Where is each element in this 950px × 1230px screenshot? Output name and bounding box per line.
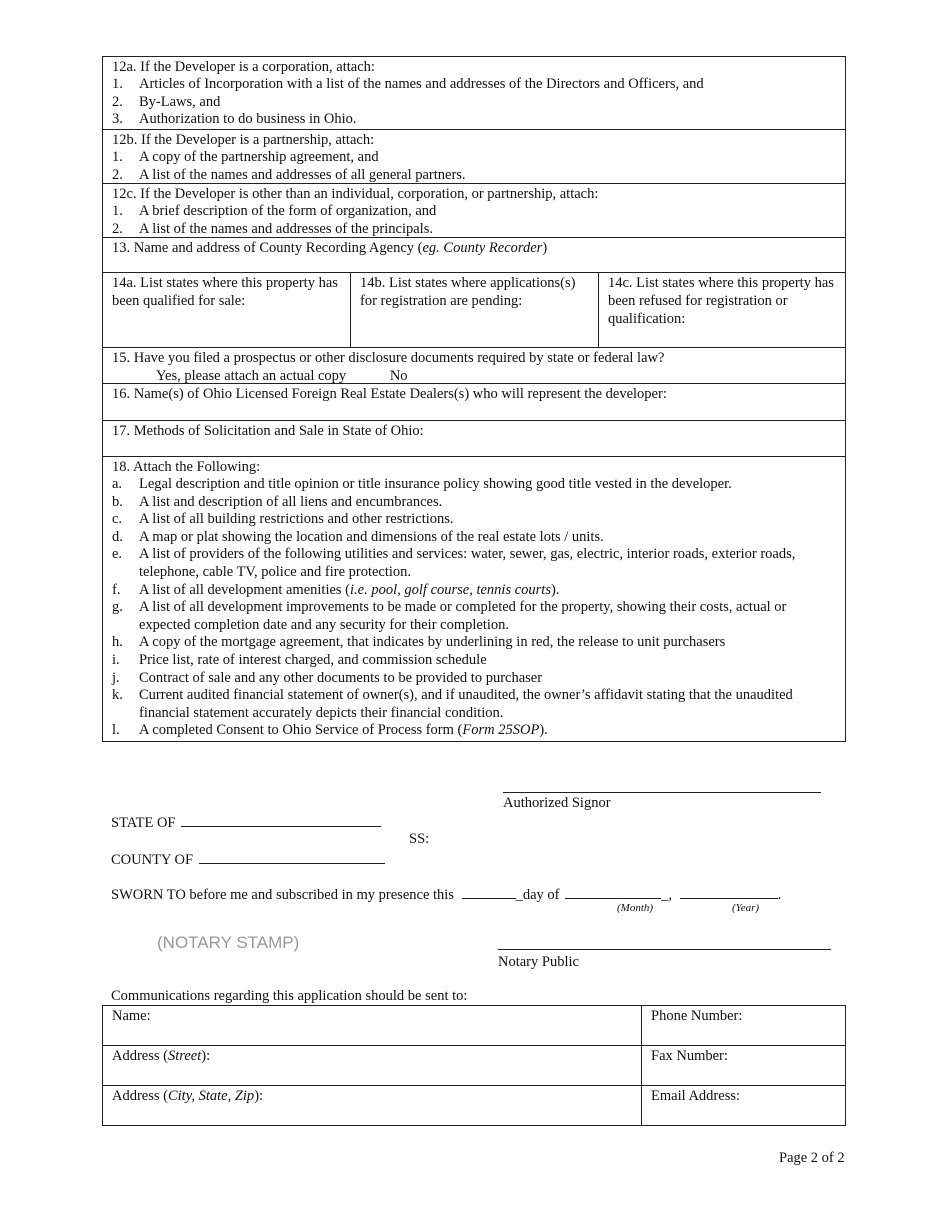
yes-option[interactable]: Yes, please attach an actual copy: [156, 368, 347, 384]
day-field[interactable]: [462, 884, 516, 899]
authorized-signor-label: Authorized Signor: [503, 795, 611, 811]
phone-field[interactable]: [642, 1006, 846, 1046]
notary-signature-line[interactable]: [498, 949, 831, 950]
month-field[interactable]: [565, 884, 661, 899]
list-item: 2. A list of the names and addresses of all general partners.: [112, 166, 466, 183]
list-item: b. A list and description of all liens and encumbrances.: [112, 493, 443, 510]
list-item: 2. By-Laws, and: [112, 93, 221, 110]
section-17-label: 17. Methods of Solicitation and Sale in State of Ohio:: [112, 423, 424, 439]
list-item: h. A copy of the mortgage agreement, that indicates by underlining in red, the release to unit purchasers: [112, 634, 726, 651]
form-sections-box: [102, 56, 846, 742]
section-12c-heading: 12c. If the Developer is other than an individual, corporation, or partnership, attach:: [112, 186, 599, 202]
list-item: c. A list of all building restrictions and other restrictions.: [112, 511, 454, 528]
month-caption: (Month): [617, 902, 654, 914]
section-13-example: eg. County Recorder: [422, 240, 543, 256]
list-item: j. Contract of sale and any other documents to be provided to purchaser: [112, 669, 543, 686]
section-14c: 14c. List states where this property has been refused for registration or qualification:: [608, 275, 834, 327]
contact-table: [102, 1005, 846, 1126]
list-item: 2. A list of the names and addresses of the principals.: [112, 220, 433, 237]
section-13: 13. Name and address of County Recording Agency (eg. County Recorder): [103, 238, 845, 273]
list-item: a. Legal description and title opinion or title insurance policy showing good title vested in the developer.: [112, 476, 732, 492]
county-of-field[interactable]: [199, 849, 385, 864]
section-12a: [103, 57, 845, 130]
notary-public-label: Notary Public: [498, 954, 579, 970]
name-label: Name:: [112, 1008, 151, 1024]
page-number: Page 2 of 2: [779, 1150, 845, 1166]
fax-field[interactable]: [642, 1046, 846, 1086]
list-item: 1. A copy of the partnership agreement, and: [112, 149, 379, 165]
table-row: [103, 1086, 846, 1126]
no-option[interactable]: No: [389, 368, 408, 384]
street-address-field[interactable]: Address (Street):: [103, 1046, 642, 1086]
ss-label: SS:: [409, 831, 430, 847]
list-item: e. A list of providers of the following utilities and services: water, sewer, gas, electric, interior roads, exterior roads, telephone, cable TV, police and fire protection.: [112, 546, 796, 580]
sworn-statement: SWORN TO before me and subscribed in my presence this: [111, 887, 454, 903]
list-item: d. A map or plat showing the location and dimensions of the real estate lots / units.: [112, 528, 604, 545]
section-16-label: 16. Name(s) of Ohio Licensed Foreign Real Estate Dealers(s) who will represent the developer:: [112, 386, 667, 402]
section-16: [103, 384, 845, 421]
section-13-label: 13. Name and address of County Recording Agency (: [112, 240, 423, 256]
section-14a: 14a. List states where this property has been qualified for sale:: [103, 273, 351, 347]
section-15-question: 15. Have you filed a prospectus or other disclosure documents required by state or federal law?: [112, 350, 665, 366]
list-item: g. A list of all development improvements to be made or completed for the property, showing their costs, actual or expected completion date and any security for their completion.: [112, 599, 787, 633]
email-field[interactable]: [642, 1086, 846, 1126]
phone-label: Phone Number:: [651, 1008, 743, 1024]
section-17: [103, 421, 845, 457]
notary-stamp-placeholder: (NOTARY STAMP): [157, 933, 300, 952]
city-state-zip-label: City, State, Zip: [167, 1088, 255, 1104]
day-of-label: _day of: [515, 887, 560, 903]
year-caption: (Year): [732, 902, 760, 914]
section-18-heading: 18. Attach the Following:: [112, 459, 261, 475]
state-of-label: STATE OF: [111, 815, 176, 831]
email-label: Email Address:: [651, 1088, 741, 1104]
list-item: 1. A brief description of the form of organization, and: [112, 203, 437, 219]
section-12c: [103, 184, 845, 238]
list-item: f. A list of all development amenities (i.e. pool, golf course, tennis courts).: [112, 581, 560, 598]
table-row: [103, 1006, 846, 1046]
authorized-signor-line[interactable]: [503, 792, 821, 793]
section-14b: 14b. List states where applications(s) for registration are pending:: [351, 273, 599, 347]
table-row: [103, 1046, 846, 1086]
city-address-field[interactable]: Address (City, State, Zip):: [103, 1086, 642, 1126]
list-item: l. A completed Consent to Ohio Service of Process form (Form 25SOP).: [112, 722, 548, 739]
section-12b-heading: 12b. If the Developer is a partnership, attach:: [112, 132, 375, 148]
name-field[interactable]: [103, 1006, 642, 1046]
section-18: [103, 457, 845, 741]
county-of-label: COUNTY OF: [111, 852, 194, 868]
street-label: Street: [167, 1048, 202, 1064]
section-12b: [103, 130, 845, 184]
list-item: 3. Authorization to do business in Ohio.: [112, 111, 357, 128]
state-of-field[interactable]: [181, 812, 381, 827]
list-item: 1. Articles of Incorporation with a list of the names and addresses of the Directors and Officers, and: [112, 76, 704, 92]
list-item: i. Price list, rate of interest charged, and commission schedule: [112, 651, 487, 668]
fax-label: Fax Number:: [651, 1048, 728, 1064]
section-12a-heading: 12a. If the Developer is a corporation, attach:: [112, 59, 375, 75]
list-item: k. Current audited financial statement of owner(s), and if unaudited, the owner’s affidavit stating that the unaudited financial statement accurately depicts their financial condition.: [112, 687, 793, 721]
year-field[interactable]: [680, 884, 778, 899]
section-15: [103, 348, 845, 384]
communications-intro: Communications regarding this application should be sent to:: [111, 988, 468, 1004]
section-14: [103, 273, 845, 348]
